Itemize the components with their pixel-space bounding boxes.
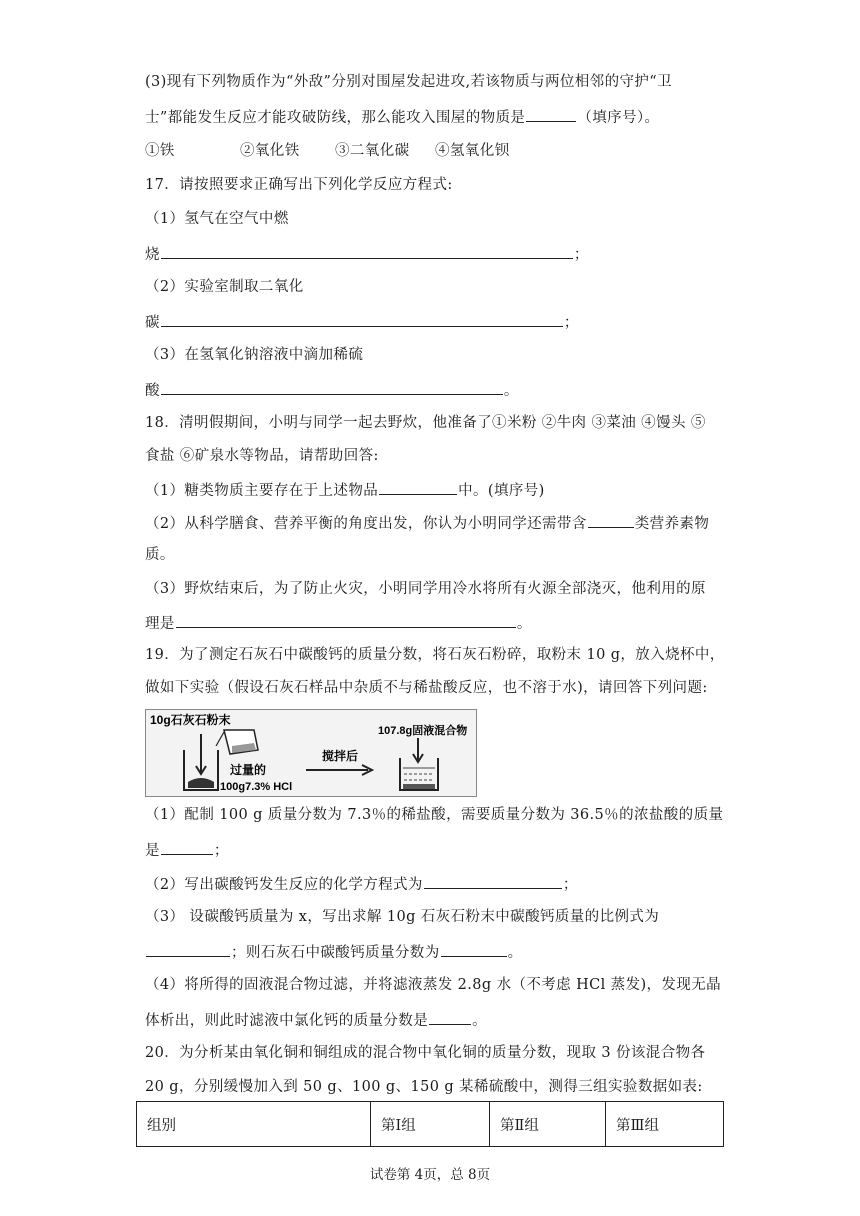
q17-part1-label: （1）氢气在空气中燃	[145, 211, 289, 227]
q18-part2-line1: （2）从科学膳食、营养平衡的角度出发，你认为小明同学还需带含 类营养素物	[145, 512, 709, 534]
q19-part4-line1: （4）将所得的固液混合物过滤，并将滤液蒸发 2.8g 水（不考虑 HCl 蒸发)，发现无晶	[145, 977, 722, 993]
q19-part2: （2）写出碳酸钙发生反应的化学方程式为 ；	[145, 873, 578, 895]
table-header-cell: 第Ⅰ组	[371, 1102, 490, 1147]
option-4: ④氢氧化钡	[435, 143, 510, 159]
answer-blank	[146, 941, 230, 957]
q18-part1: （1）糖类物质主要存在于上述物品 中。(填序号)	[145, 479, 545, 501]
answer-blank	[429, 1009, 471, 1025]
q16-options	[145, 141, 510, 161]
q19-stem-line2: 做如下实验（假设石灰石样品中杂质不与稀盐酸反应，也不溶于水)，请回答下列问题:	[145, 680, 708, 696]
answer-blank	[161, 839, 213, 855]
q19-part3-line2: ；则石灰石中碳酸钙质量分数为 。	[145, 941, 523, 963]
table-header-cell: 第Ⅱ组	[490, 1102, 606, 1147]
answer-blank	[588, 512, 634, 528]
q20-stem-line1: 20．为分析某由氧化铜和铜组成的混合物中氧化铜的质量分数，现取 3 份该混合物各	[145, 1045, 706, 1061]
experiment-diagram	[145, 709, 477, 797]
label-hcl: 100g7.3% HCl	[220, 781, 293, 793]
q17-part1-answer: 烧 ；	[145, 243, 589, 265]
q18-stem-line1: 18．清明假期间，小明与同学一起去野炊，他准备了①米粉 ②牛肉 ③菜油 ④馒头 ⑤	[145, 415, 706, 431]
answer-blank	[161, 379, 503, 395]
q16-part3-line1: (3)现有下列物质作为“外敌”分别对围屋发起进攻,若该物质与两位相邻的守护“卫	[145, 74, 672, 90]
table-header-row	[137, 1102, 724, 1147]
q17-part3-label: （3）在氢氧化钠溶液中滴加稀硫	[145, 347, 364, 363]
q19-part4-line2: 体析出，则此时滤液中氯化钙的质量分数是 。	[145, 1009, 487, 1031]
option-3: ③二氧化碳	[335, 143, 410, 159]
answer-blank	[379, 479, 457, 495]
option-2: ②氧化铁	[240, 143, 300, 159]
answer-blank	[161, 311, 563, 327]
label-excess: 过量的	[230, 763, 267, 777]
label-stirred: 搅拌后	[322, 749, 359, 763]
q18-stem-line2: 食盐 ⑥矿泉水等物品，请帮助回答:	[145, 448, 379, 464]
powder-in-beaker	[188, 778, 214, 788]
q19-stem-line1: 19．为了测定石灰石中碳酸钙的质量分数，将石灰石粉碎，取粉末 10 g，放入烧杯中，	[145, 647, 725, 663]
answer-blank	[441, 941, 507, 957]
q20-stem-line2: 20 g，分别缓慢加入到 50 g、100 g、150 g 某稀硫酸中，测得三组实验数据如表:	[145, 1079, 703, 1095]
page-footer: 试卷第 4页，总 8页	[369, 1167, 491, 1183]
answer-blank	[161, 243, 573, 259]
answer-blank	[424, 873, 562, 889]
experiment-data-table	[136, 1101, 724, 1147]
answer-blank	[526, 106, 576, 122]
label-mixture: 107.8g固液混合物	[378, 725, 468, 737]
answer-blank	[176, 612, 516, 628]
q19-part3-line1: （3） 设碳酸钙质量为 x，写出求解 10g 石灰石粉末中碳酸钙质量的比例式为	[145, 909, 660, 925]
q16-part3-line2: 士”都能发生反应才能攻破防线，那么能攻入围屋的物质是 （填序号）。	[145, 106, 659, 128]
label-limestone: 10g石灰石粉末	[150, 713, 231, 727]
q18-part3-line2: 理是 。	[145, 612, 532, 634]
q17-part2-answer: 碳 ；	[145, 311, 579, 333]
experiment-diagram-svg	[146, 710, 476, 796]
table-header-cell: 第Ⅲ组	[606, 1102, 724, 1147]
q19-part1-line1: （1）配制 100 g 质量分数为 7.3％的稀盐酸，需要质量分数为 36.5％的浓盐酸的质量	[145, 807, 724, 823]
table-header-cell: 组别	[137, 1102, 371, 1147]
q18-part2-line2: 质。	[145, 547, 175, 563]
q19-part1-line2: 是 ；	[145, 839, 229, 861]
q18-part3-line1: （3）野炊结束后，为了防止火灾，小明同学用冷水将所有火源全部浇灭，他利用的原	[145, 581, 706, 597]
option-1: ①铁	[145, 143, 175, 159]
q17-part2-label: （2）实验室制取二氧化	[145, 279, 304, 295]
q17-part3-answer: 酸 。	[145, 379, 519, 401]
q17-stem: 17．请按照要求正确写出下列化学反应方程式:	[145, 177, 453, 193]
